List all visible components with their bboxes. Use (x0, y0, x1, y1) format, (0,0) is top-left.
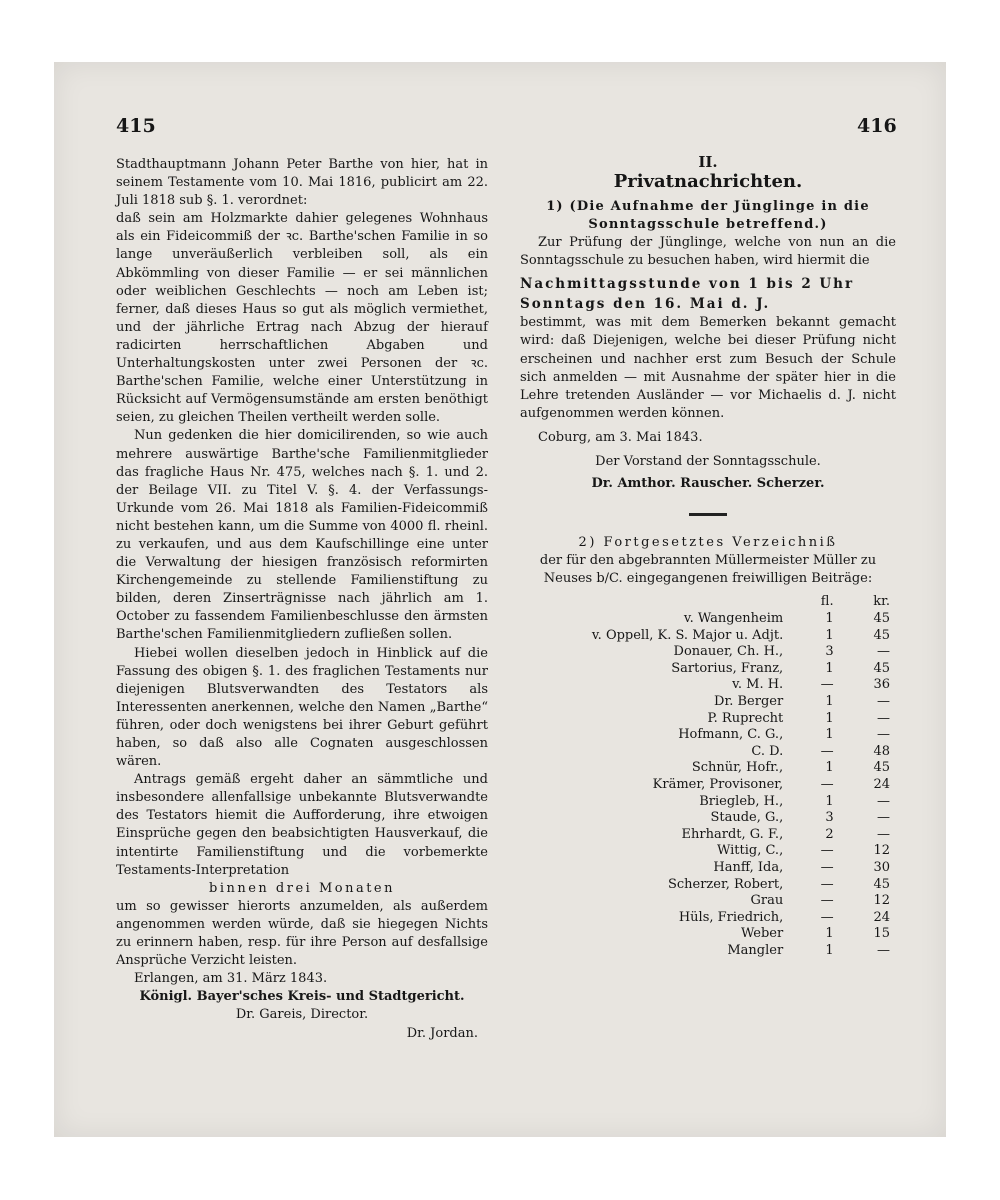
amount-fl: — (820, 893, 834, 909)
contributor-name: Scherzer, Robert, (667, 876, 784, 892)
signatory-jordan: Dr. Jordan. (406, 1025, 478, 1041)
table-row (520, 677, 896, 694)
table-row (520, 760, 896, 777)
amount-kr: 45 (873, 876, 890, 892)
amount-fl: — (820, 677, 834, 693)
amount-fl: 1 (825, 793, 834, 809)
amount-fl: — (820, 777, 834, 793)
amount-kr: 45 (873, 660, 890, 676)
contributor-name: Mangler (727, 942, 784, 958)
contributor-name: Grau (750, 893, 784, 909)
amount-fl: 1 (825, 760, 834, 776)
contributor-name: v. M. H. (732, 677, 784, 693)
contributor-name: Krämer, Provisoner, (652, 777, 784, 793)
contributor-name: v. Oppell, K. S. Major u. Adjt. (591, 627, 784, 643)
amount-fl: — (820, 876, 834, 892)
newspaper-page (54, 62, 946, 1137)
item1-names: Dr. Amthor. Rauscher. Scherzer. (591, 476, 825, 492)
closing-paragraph: um so gewisser hierorts anzumelden, als außerdem angenommen werden würde, daß sie hiegegen Nichts zu erinnern haben, resp. für ihre Person auf desfallsige Ansprüche Verzicht leisten. (116, 898, 488, 969)
table-row (520, 611, 896, 628)
notice-intro: Stadthauptmann Johann Peter Barthe von hier, hat in seinem Testamente vom 10. Mai 1816, publicirt am 22. Juli 1818 sub §. 1. verordnet: (116, 157, 488, 209)
table-row (520, 893, 896, 910)
table-row (520, 877, 896, 894)
table-row (520, 794, 896, 811)
amount-fl: 1 (825, 627, 834, 643)
amount-fl: — (820, 843, 834, 859)
table-row (520, 727, 896, 744)
amount-fl: 1 (825, 926, 834, 942)
contributor-name: v. Wangenheim (683, 611, 784, 627)
amount-kr: 12 (873, 893, 890, 909)
table-row (520, 860, 896, 877)
item1-body: bestimmt, was mit dem Bemerken bekannt gemacht wird: daß Diejenigen, welche bei dieser Prüfung nicht erscheinen und nachher erst zum Besuch der Schule sich anmelden — mit Ausnahme der später hier in die Lehre tretenden Ausländer — vor Michaelis d. J. nicht aufgenommen werden können. (520, 315, 896, 421)
contributor-name: Hofmann, C. G., (678, 727, 784, 743)
item2-heading-rest: der für den abgebrannten Müllermeister Müller zu Neuses b/C. eingegangenen freiwilligen Beiträge: (539, 553, 877, 587)
amount-kr: — (877, 793, 890, 809)
header-kr: kr. (873, 593, 890, 609)
contributor-name: Dr. Berger (714, 694, 784, 710)
contributor-name: Schnür, Hofr., (691, 760, 784, 776)
table-row (520, 661, 896, 678)
table-row (520, 777, 896, 794)
amount-kr: 45 (873, 760, 890, 776)
amount-fl: 2 (825, 826, 834, 842)
page-number-right: 416 (857, 115, 897, 137)
table-row (520, 628, 896, 645)
amount-kr: — (877, 942, 890, 958)
contributions-header-row (520, 593, 896, 612)
court-name: Königl. Bayer'sches Kreis- und Stadtgericht. (139, 989, 465, 1005)
amount-kr: 45 (873, 611, 890, 627)
contributor-name: Wittig, C., (716, 843, 784, 859)
contributor-name: Ehrhardt, G. F., (681, 826, 784, 842)
table-row (520, 744, 896, 761)
table-row (520, 644, 896, 661)
contributor-name: Sartorius, Franz, (671, 660, 784, 676)
testament-clause: daß sein am Holzmarkte dahier gelegenes Wohnhaus als ein Fideicommiß der ꝛc. Barthe'schen Familie in so lange unveräußerlich verbleiben soll, als ein Abkömmling von dieser Familie — er sei männlichen oder weiblichen Geschlechts — noch am Leben ist; ferner, daß dieses Haus so gut als möglich vermiethet, und der jährliche Ertrag nach Abzug der hierauf radicirten herrschaftlichen Abgaben und Unterhaltungskosten unter zwei Personen der ꝛc. Barthe'schen Familie, welche einer Unterstützung in Rücksicht auf Vermögensumstände am ersten benöthigt seien, zu gleichen Theilen vertheilt werden solle. (116, 211, 488, 426)
contributor-name: Briegleb, H., (699, 793, 784, 809)
table-row (520, 943, 896, 960)
interpretation-paragraph: Hiebei wollen dieselben jedoch in Hinblick auf die Fassung des obigen §. 1. des fraglichen Testaments nur diejenigen Blutsverwandten des Testators als Interessenten anerkennen, welche den Namen „Barthe“ führen, oder doch wenigstens bei ihrer Geburt geführt haben, so daß also alle Cognaten ausgeschlossen wären. (116, 645, 488, 770)
contributor-name: P. Ruprecht (707, 710, 784, 726)
amount-kr: 24 (873, 777, 890, 793)
deadline-line: binnen drei Monaten (209, 880, 395, 896)
amount-kr: 12 (873, 843, 890, 859)
amount-kr: 15 (873, 926, 890, 942)
item1-intro: Zur Prüfung der Jünglinge, welche von nun an die Sonntagsschule zu besuchen haben, wird hiermit die (520, 235, 896, 269)
contributor-name: Weber (740, 926, 784, 942)
contributor-name: Donauer, Ch. H., (673, 644, 784, 660)
amount-kr: — (877, 826, 890, 842)
amount-fl: 1 (825, 942, 834, 958)
table-row (520, 694, 896, 711)
amount-fl: 3 (825, 810, 834, 826)
amount-kr: 45 (873, 627, 890, 643)
amount-fl: 1 (825, 727, 834, 743)
amount-kr: 36 (873, 677, 890, 693)
signatory-director: Dr. Gareis, Director. (235, 1007, 369, 1023)
summons-paragraph: Antrags gemäß ergeht daher an sämmtliche und insbesondere allenfallsige unbekannte Blutsverwandte des Testators hiemit die Aufforderung, ihre etwoigen Einsprüche gegen den beabsichtigten Hausverkauf, die intentirte Familienstiftung und die vorbemerkte Testaments-Interpretation (116, 772, 488, 878)
right-column (520, 152, 896, 960)
contributor-name: Hanff, Ida, (713, 860, 784, 875)
amount-fl: 1 (825, 660, 834, 676)
left-column (116, 156, 488, 1043)
header-fl: fl. (820, 593, 834, 609)
item2-heading-line1: 2) Fortgesetztes Verzeichniß (578, 535, 838, 551)
amount-fl: 1 (825, 710, 834, 726)
amount-kr: 30 (873, 860, 890, 875)
amount-fl: — (820, 909, 834, 925)
section-number: II. (698, 153, 718, 171)
place-date-left: Erlangen, am 31. März 1843. (134, 971, 328, 987)
amount-kr: — (877, 644, 890, 660)
contributor-name: C. D. (751, 743, 784, 759)
sale-paragraph: Nun gedenken die hier domicilirenden, so wie auch mehrere auswärtige Barthe'sche Familienmitglieder das fragliche Haus Nr. 475, welches nach §. 1. und 2. der Beilage VII. zu Titel V. §. 4. der Verfassungs-Urkunde vom 26. Mai 1818 als Familien-Fideicommiß nicht bestehen kann, um die Summe von 4000 fl. rheinl. zu verkaufen, und aus dem Kaufschillinge eine unter die Verwaltung der hiesigen französisch reformirten Kirchengemeinde zu stellende Familienstiftung zu bilden, deren Zinserträgnisse nach jährlich am 1. October zu fassendem Familienbeschlusse den ärmsten Barthe'schen Familienmitgliedern zufließen sollen. (116, 428, 488, 643)
contributions-body (520, 611, 896, 959)
amount-fl: 1 (825, 611, 834, 627)
amount-kr: — (877, 694, 890, 710)
table-row (520, 926, 896, 943)
amount-kr: — (877, 810, 890, 826)
table-row (520, 843, 896, 860)
item1-time-line-2: Sonntags den 16. Mai d. J. (520, 296, 771, 313)
table-row (520, 810, 896, 827)
section-divider (689, 513, 727, 516)
amount-fl: 1 (825, 694, 834, 710)
section-title: Privatnachrichten. (613, 171, 803, 192)
amount-fl: 3 (825, 644, 834, 660)
item1-time-line-1: Nachmittagsstunde von 1 bis 2 Uhr (520, 276, 855, 293)
amount-kr: — (877, 710, 890, 726)
item1-place-date: Coburg, am 3. Mai 1843. (538, 429, 703, 445)
item1-board: Der Vorstand der Sonntagsschule. (595, 454, 821, 470)
amount-kr: 48 (873, 743, 890, 759)
amount-fl: — (820, 860, 834, 875)
table-row (520, 910, 896, 927)
page-number-left: 415 (116, 115, 156, 137)
amount-kr: 24 (873, 909, 890, 925)
table-row (520, 711, 896, 728)
amount-fl: — (820, 743, 834, 759)
contributions-table (520, 593, 896, 960)
table-row (520, 827, 896, 844)
contributor-name: Hüls, Friedrich, (678, 909, 784, 925)
item1-heading: 1) (Die Aufnahme der Jünglinge in die Sonntagsschule betreffend.) (546, 199, 870, 233)
amount-kr: — (877, 727, 890, 743)
contributor-name: Staude, G., (710, 810, 784, 826)
